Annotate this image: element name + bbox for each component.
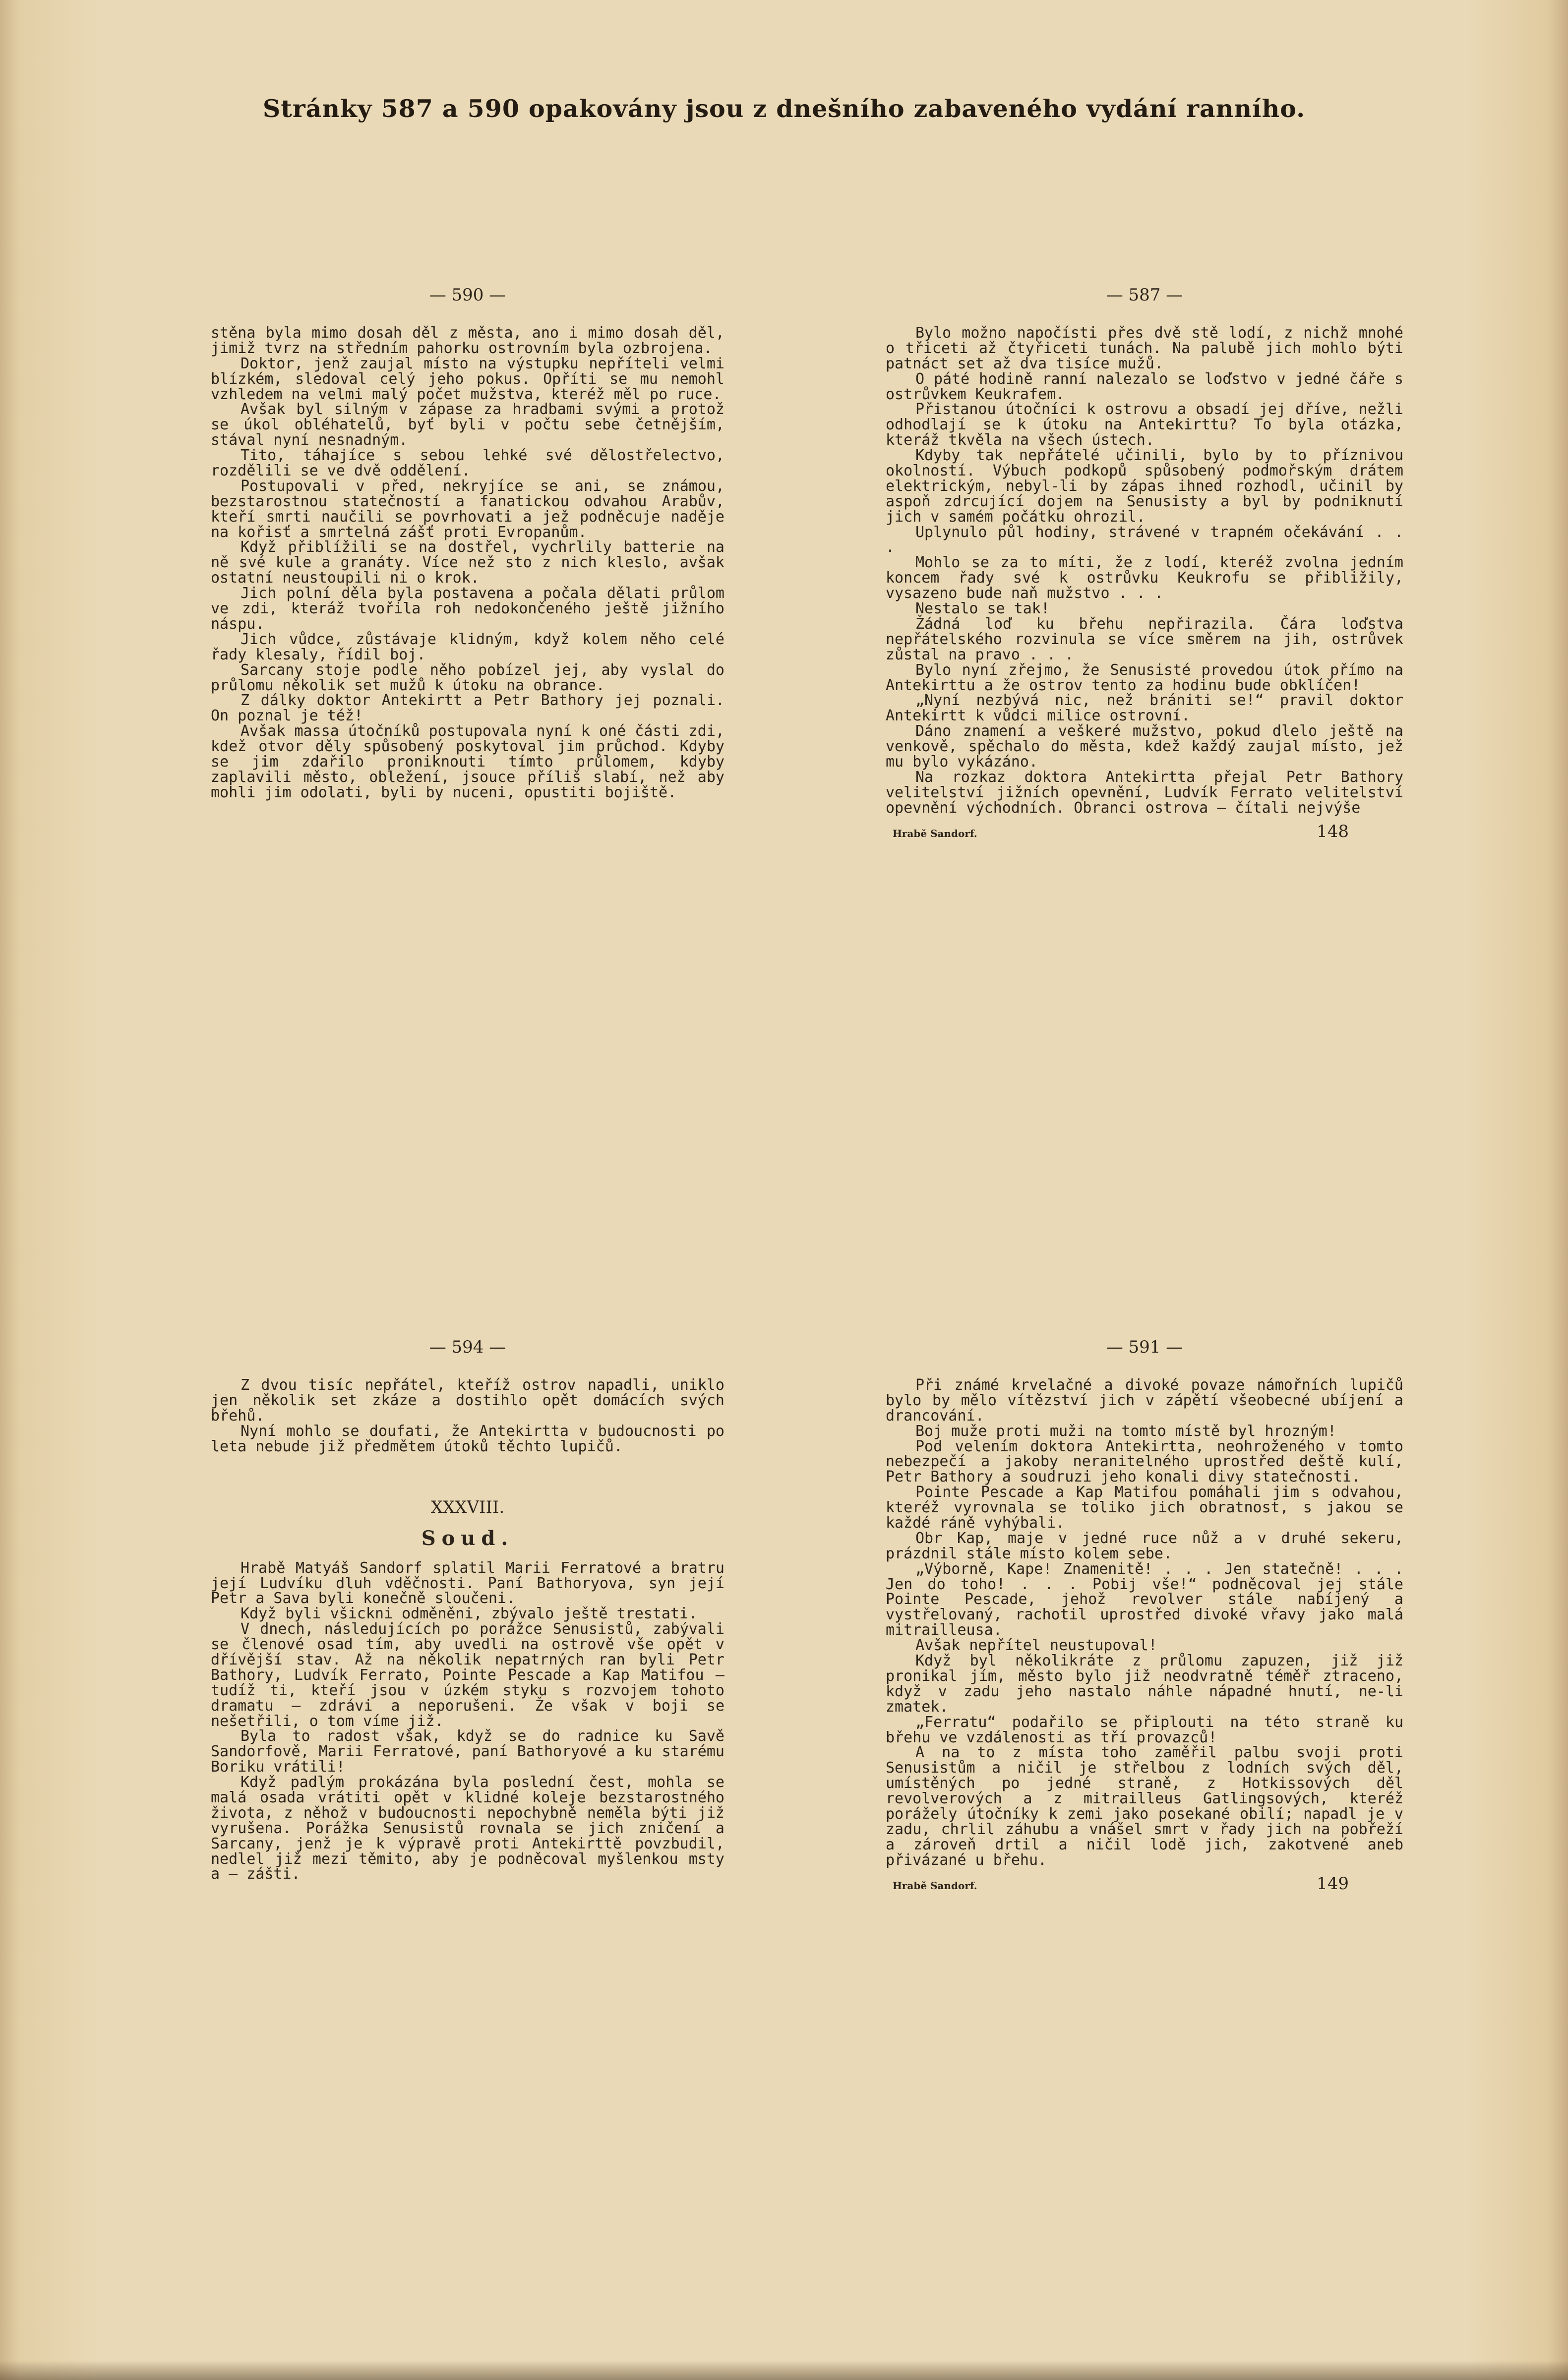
paragraph: Když byl několikráte z průlomu zapuzen, již již pronikal jím, město bylo již neodvratně téměř ztraceno, když v zadu jeho nastalo náhle nápadné hnutí, ne-li zmatek. — [886, 1652, 1403, 1716]
paragraph: Když přiblížili se na dostřel, vychrlily batterie na ně své kule a granáty. Více než sto z nich kleslo, avšak ostatní neustoupili ni o krok. — [211, 538, 724, 587]
paragraph: Když padlým prokázána byla poslední čest, mohla se malá osada vrátiti opět v klidné koleje bezstarostného života, z něhož v budoucnosti nepochybně neměla býti již vyrušena. Porážka Senusistů rovnala se jich zničení a Sarcany, jenž je k výpravě proti Antekirttě povzbudil, nedlel již mezi těmito, aby je podněcoval myšlenkou msty a — zášti. — [211, 1774, 724, 1883]
page-footer — [886, 1875, 1403, 1893]
paragraph: Pod velením doktora Antekirtta, neohroženého v tomto nebezpečí a jakoby neranitelného uprostřed deště kulí, Petr Bathory a soudruzi jeho konali divy statečnosti. — [886, 1437, 1403, 1486]
paragraph: Jich polní děla byla postavena a počala dělati průlom ve zdi, kteráž tvořila roh nedokončeného ještě jižního náspu. — [211, 585, 724, 633]
paragraph: Boj muže proti muži na tomto místě byl hrozným! — [915, 1422, 1336, 1440]
paragraph: Na rozkaz doktora Antekirtta přejal Petr Bathory velitelství jižních opevnění, Ludvík Ferrato velitelství opevnění východních. Obranci ostrova — čítali nejvýše — [886, 768, 1403, 817]
footer-source: Hrabě Sandorf. — [893, 1879, 977, 1892]
paragraph: Byla to radost však, když se do radnice ku Savě Sandorfově, Marii Ferratové, paní Bathoryové a ku starému Boriku vrátili! — [211, 1727, 724, 1776]
paragraph: „Nyní nezbývá nic, než brániti se!“ pravil doktor Antekirtt k vůdci milice ostrovní. — [886, 692, 1403, 725]
paragraph: Postupovali v před, nekryjíce se ani, se známou, bezstarostnou statečností a fanatickou odvahou Arabův, kteří smrti naučili se povrhovati a jež podněcuje naděje na kořisť a smrtelná zášť proti Evropanům. — [211, 477, 724, 541]
page-number: — 590 — — [429, 285, 506, 305]
paragraph: Avšak massa útočníků postupovala nyní k oné části zdi, kdež otvor děly spůsobený poskytoval jim průchod. Kdyby se jim zdařilo proniknouti tímto průlomem, kdyby zaplavili město, obležení, jsouce příliš slabí, než aby mohli jim odolati, byli by nuceni, opustiti bojiště. — [211, 722, 724, 801]
paragraph: Nestalo se tak! — [915, 600, 1050, 618]
footer-source: Hrabě Sandorf. — [893, 827, 977, 839]
paragraph: Nyní mohlo se doufati, že Antekirtta v budoucnosti po leta nebude již předmětem útoků těchto lupičů. — [211, 1422, 724, 1455]
paragraph: Při známé krvelačné a divoké povaze námořních lupičů bylo by mělo vítězství jich v zápětí všeobecné ubíjení a drancování. — [886, 1376, 1403, 1425]
paragraph: Doktor, jenž zaujal místo na výstupku nepříteli velmi blízkém, sledoval celý jeho pokus. Opříti se mu nemohl vzhledem na velmi malý počet mužstva, kteréž měl po ruce. — [211, 355, 724, 403]
page-590 — [211, 287, 724, 801]
paragraph: Z dálky doktor Antekirtt a Petr Bathory jej poznali. On poznal je též! — [211, 692, 724, 725]
footer-page-number: 148 — [1317, 821, 1349, 841]
paragraph: Sarcany stoje podle něho pobízel jej, aby vyslal do průlomu několik set mužů k útoku na obrance. — [211, 661, 724, 694]
paragraph: Bylo nyní zřejmo, že Senusisté provedou útok přímo na Antekirttu a že ostrov tento za hodinu bude obklíčen! — [886, 661, 1403, 694]
paragraph: Kdyby tak nepřátelé učinili, bylo by to příznivou okolností. Výbuch podkopů spůsobený podmořským drátem elektrickým, nebyl-li by zápas ihned rozhodl, učinil by aspoň zdrcující dojem na Senusisty a byl by podniknutí jich v samém počátku ohrozil. — [886, 447, 1403, 526]
paragraph: Jich vůdce, zůstávaje klidným, když kolem něho celé řady klesaly, řídil boj. — [211, 630, 724, 663]
paragraph: Z dvou tisíc nepřátel, kteříž ostrov napadli, uniklo jen několik set zkáze a dostihlo opět domácích svých břehů. — [211, 1376, 724, 1425]
paragraph: Avšak nepřítel neustupoval! — [915, 1637, 1157, 1655]
paragraph: Bylo možno napočísti přes dvě stě lodí, z nichž mnohé o třiceti až čtyřiceti tunách. Na palubě jich mohlo býti patnáct set až dva tisíce mužů. — [886, 324, 1403, 372]
paragraph: Uplynulo půl hodiny, strávené v trapném očekávání . . . — [886, 523, 1403, 556]
paragraph: „Ferratu“ podařilo se připlouti na této straně ku břehu ve vzdálenosti as tří provazců! — [886, 1713, 1403, 1746]
paragraph: Žádná loď ku břehu nepřirazila. Čára loďstva nepřátelského rozvinula se více směrem na jih, ostrůvek zůstal na pravo . . . — [886, 615, 1403, 663]
paragraph: V dnech, následujících po porážce Senusistů, zabývali se členové osad tím, aby uvedli na ostrově vše opět v dřívější stav. Až na několik nepatrných ran byli Petr Bathory, Ludvík Ferrato, Pointe Pescade a Kap Matifou — tudíž ti, kteří jsou v úzkém styku s rozvojem tohoto dramatu — zdrávi a neporušeni. Že však v boji se nešetřili, o tom víme již. — [211, 1620, 724, 1730]
page-number: — 594 — — [429, 1337, 506, 1357]
paragraph: Mohlo se za to míti, že z lodí, kteréž zvolna jedním koncem řady své k ostrůvku Keukrofu se přibližily, vysazeno bude naň mužstvo . . . — [886, 554, 1403, 602]
chapter-number: XXXVIII. — [430, 1497, 505, 1518]
page-number: — 591 — — [1106, 1337, 1183, 1357]
paragraph: Hrabě Matyáš Sandorf splatil Marii Ferratové a bratru její Ludvíku dluh vděčnosti. Paní Bathoryova, syn její Petr a Sava byli konečně sloučeni. — [211, 1559, 724, 1607]
page-footer — [886, 823, 1403, 840]
paragraph: Přistanou útočníci k ostrovu a obsadí jej dříve, nežli odhodlají se k útoku na Antekirttu? To byla otázka, kteráž tkvěla na všech ústech. — [886, 401, 1403, 449]
header-notice: Stránky 587 a 590 opakovány jsou z dnešního zabaveného vydání ranního. — [262, 94, 1306, 123]
paragraph: A na to z místa toho zaměřil palbu svoji proti Senusistům a ničil je střelbou z lodních svých děl, umístěných po jedné straně, z Hotkissových děl revolverových a z mitrailleus Gatlingsových, kteréž porážely útočníky k zemi jako posekané obilí; napadl je v zadu, chrlil záhubu a vnášel smrt v řady jich na pobřeží a zároveň drtil a ničil lodě jich, zakotvené aneb přivázané u břehu. — [886, 1744, 1403, 1869]
footer-page-number: 149 — [1317, 1873, 1349, 1894]
paragraph: O páté hodině ranní nalezalo se loďstvo v jedné čáře s ostrůvkem Keukrafem. — [886, 370, 1403, 403]
paragraph: Když byli všickni odměněni, zbývalo ještě trestati. — [241, 1605, 698, 1623]
page-594 — [211, 1339, 724, 1882]
page-587 — [886, 287, 1403, 840]
paragraph: Avšak byl silným v zápase za hradbami svými a protož se úkol obléhatelů, byť byli v počtu sebe četnějším, stával nyní nesnadným. — [211, 401, 724, 449]
paragraph: stěna byla mimo dosah děl z města, ano i mimo dosah děl, jimiž tvrz na středním pahorku ostrovním byla ozbrojena. — [211, 324, 724, 357]
paragraph: Dáno znamení a veškeré mužstvo, pokud dlelo ještě na venkově, spěchalo do města, kdež každý zaujal místo, jež mu bylo vykázáno. — [886, 722, 1403, 771]
page-591 — [886, 1339, 1403, 1893]
paragraph: Tito, táhajíce s sebou lehké své dělostřelectvo, rozdělili se ve dvě oddělení. — [211, 447, 724, 480]
page-number: — 587 — — [1106, 285, 1183, 305]
paragraph: „Výborně, Kape! Znamenitě! . . . Jen statečně! . . . Jen do toho! . . . Pobij vše!“ podněcoval jej stále Pointe Pescade, jehož revolver stále nabíjený a vystřelovaný, rachotil uprostřed divoké vřavy jako malá mitrailleusa. — [886, 1560, 1403, 1639]
paragraph: Pointe Pescade a Kap Matifou pomáhali jim s odvahou, kteréž vyrovnala se toliko jich obratnost, s jakou se každé ráně vyhýbali. — [886, 1484, 1403, 1532]
chapter-title: Soud. — [421, 1527, 514, 1550]
paragraph: Obr Kap, maje v jedné ruce nůž a v druhé sekeru, prázdnil stále místo kolem sebe. — [886, 1529, 1403, 1562]
